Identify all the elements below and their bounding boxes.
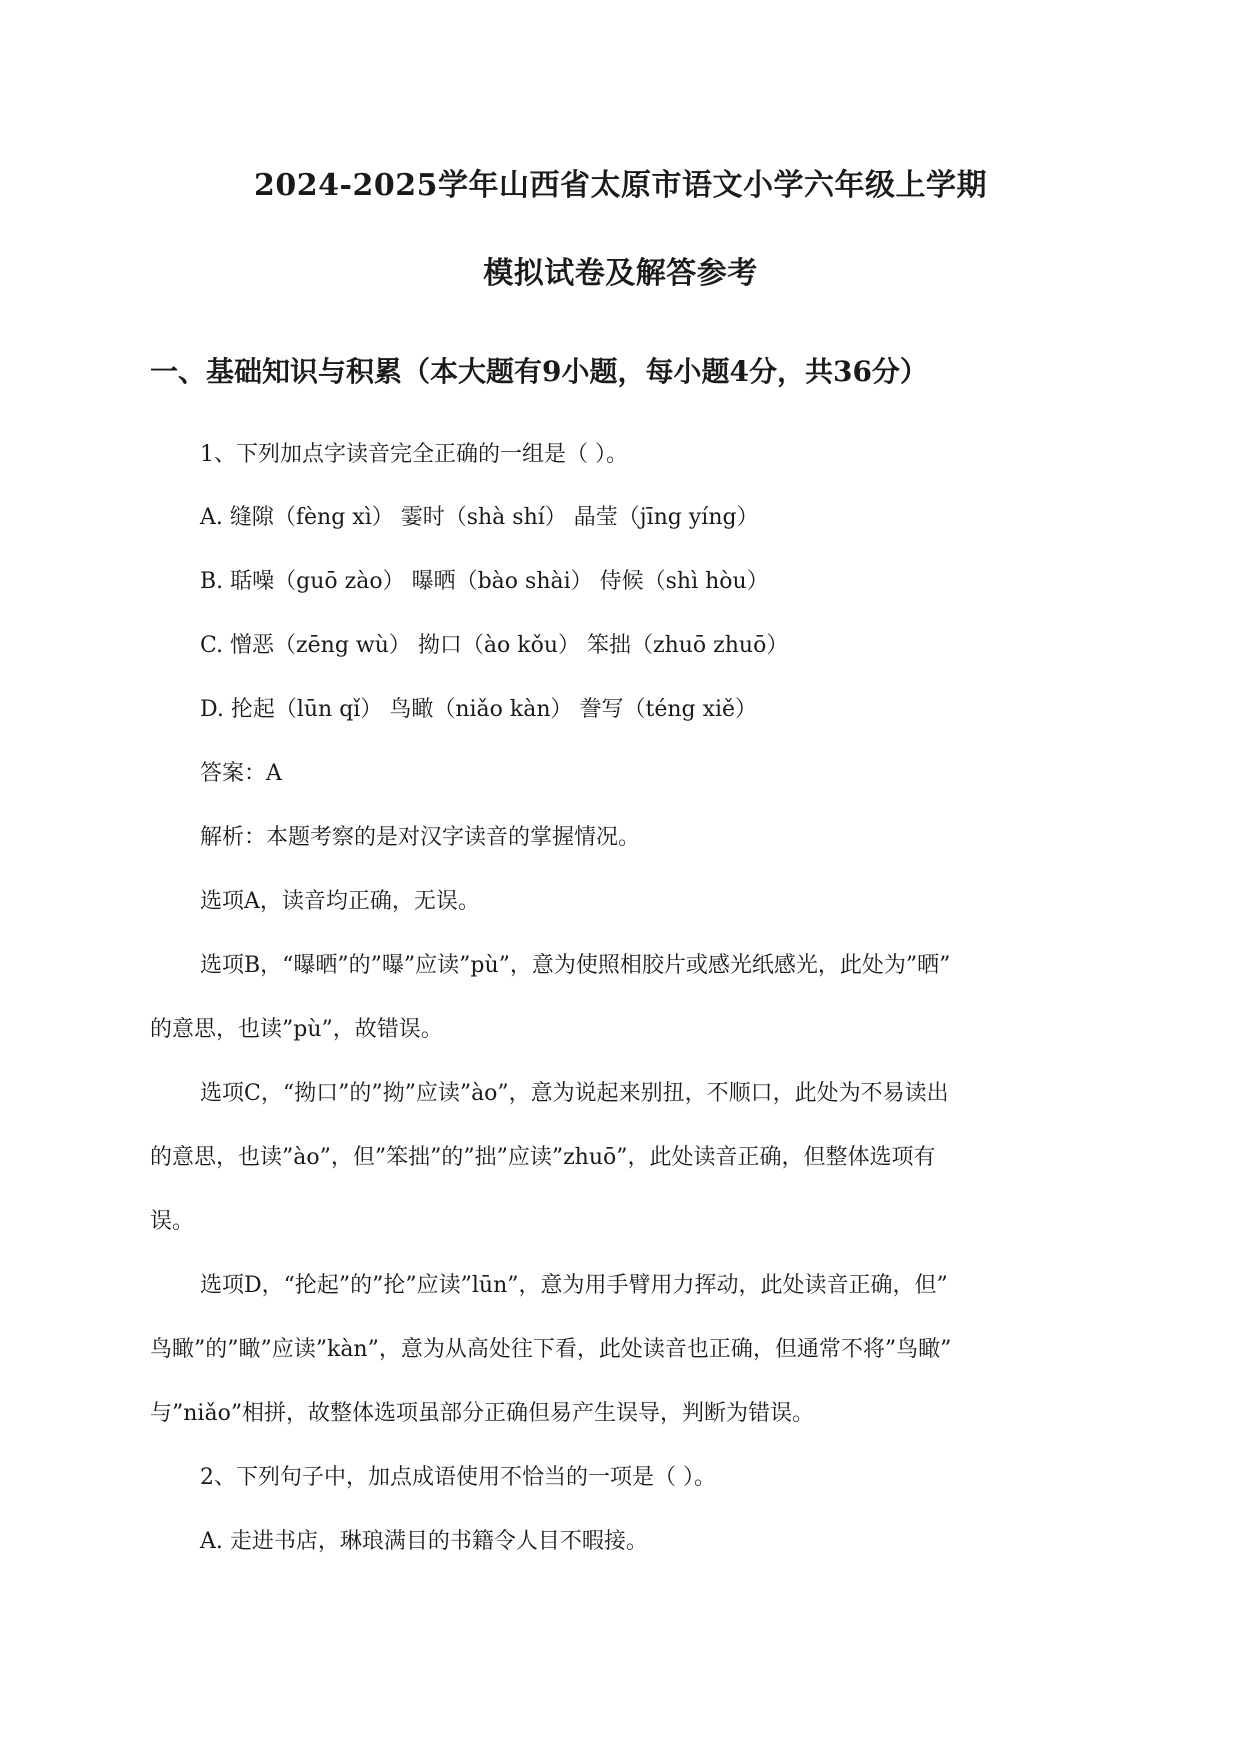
question-1-option-a: A. 缝隙（fèng xì） 霎时（shà shí） 晶莹（jīng yíng） — [200, 505, 759, 530]
analysis-line: 解析：本题考察的是对汉字读音的掌握情况。 — [200, 825, 641, 850]
analysis-line: 鸟瞰”的”瞰”应读”kàn”，意为从高处往下看，此处读音也正确，但通常不将”鸟瞰” — [150, 1337, 952, 1362]
analysis-line: 误。 — [150, 1209, 195, 1234]
analysis-line: 的意思，也读”pù”，故错误。 — [150, 1017, 443, 1042]
analysis-line: 与”niǎo”相拼，故整体选项虽部分正确但易产生误导，判断为错误。 — [150, 1401, 815, 1426]
question-2-stem: 2、下列句子中，加点成语使用不恰当的一项是（ ）。 — [200, 1465, 716, 1490]
question-1-stem: 1、下列加点字读音完全正确的一组是（ ）。 — [200, 442, 628, 467]
question-2-option-a: A. 走进书店，琳琅满目的书籍令人目不暇接。 — [200, 1529, 648, 1554]
analysis-line: 选项A，读音均正确，无误。 — [200, 889, 480, 914]
question-1-option-d: D. 抡起（lūn qǐ） 鸟瞰（niǎo kàn） 誊写（téng xiě） — [200, 697, 758, 722]
question-1-option-b: B. 聒噪（guō zào） 曝晒（bào shài） 侍候（shì hòu） — [200, 569, 769, 594]
question-1-option-c: C. 憎恶（zēng wù） 拗口（ào kǒu） 笨拙（zhuō zhuō） — [200, 633, 789, 658]
page-title: 2024-2025学年山西省太原市语文小学六年级上学期 — [254, 168, 987, 203]
section-heading: 一、基础知识与积累（本大题有9小题，每小题4分，共36分） — [150, 355, 928, 388]
analysis-line: 选项B，“曝晒”的”曝”应读”pù”，意为使照相胶片或感光纸感光，此处为”晒” — [200, 953, 951, 978]
analysis-line: 选项D，“抡起”的”抡”应读”lūn”，意为用手臂用力挥动，此处读音正确，但” — [200, 1273, 948, 1298]
question-1-answer: 答案：A — [200, 761, 282, 786]
analysis-line: 选项C，“拗口”的”拗”应读”ào”，意为说起来别扭，不顺口，此处为不易读出 — [200, 1081, 949, 1106]
analysis-line: 的意思，也读”ào”，但”笨拙”的”拙”应读”zhuō”，此处读音正确，但整体选项有 — [150, 1145, 936, 1170]
page-subtitle: 模拟试卷及解答参考 — [483, 256, 758, 291]
